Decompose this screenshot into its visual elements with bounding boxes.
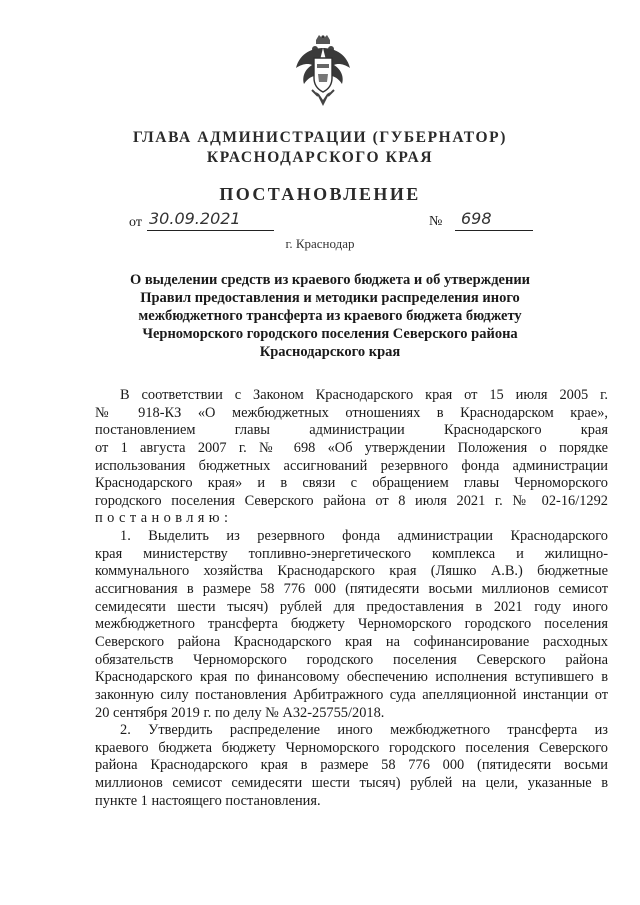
body-line: края министерству топливно-энергетического комплекса и жилищно- xyxy=(95,545,608,562)
body-line: № 918-КЗ «О межбюджетных отношениях в Краснодарском крае», xyxy=(95,404,608,421)
body-line: использования бюджетных ассигнований резервного фонда администрации xyxy=(95,457,608,474)
authority-title: ГЛАВА АДМИНИСТРАЦИИ (ГУБЕРНАТОР) xyxy=(133,129,507,146)
coat-of-arms-icon xyxy=(294,34,352,110)
body-line: района Краснодарского края в размере 58 776 000 (пятидесяти восьми xyxy=(95,757,608,774)
body-line: миллионов семисот семидесяти шести тысяч) рублей на цели, указанные в xyxy=(95,775,608,792)
body-line: 20 сентября 2019 г. по делу № А32-25755/2018. xyxy=(95,704,385,721)
body-line: семидесяти шести тысяч) рублей для предоставления в 2021 году иного xyxy=(95,598,608,615)
title-line: Краснодарского края xyxy=(259,344,401,360)
body-line: пункте 1 настоящего постановления. xyxy=(95,792,321,809)
body-line-decree: постановляю: xyxy=(95,510,233,527)
title-line: Черноморского городского поселения Северского района xyxy=(142,326,518,342)
body-line: 1. Выделить из резервного фонда администрации Краснодарского xyxy=(120,528,608,545)
body-line: 2. Утвердить распределение иного межбюджетного трансферта из xyxy=(120,722,608,739)
number-label: № xyxy=(429,214,443,229)
body-line: постановлением главы администрации Краснодарского края xyxy=(95,422,608,439)
body-line: В соответствии с Законом Краснодарского края от 15 июля 2005 г. xyxy=(120,387,608,403)
title-line: Правил предоставления и методики распределения иного xyxy=(140,290,520,306)
body-line: межбюджетного трансферта бюджету Черноморского городского поселения xyxy=(95,616,608,633)
body-line: Краснодарского края по финансовому обеспечению исполнения вступившего в xyxy=(95,669,608,686)
document-type: ПОСТАНОВЛЕНИЕ xyxy=(219,184,421,204)
body-line: коммунального хозяйства Краснодарского края (Ляшко А.В.) бюджетные xyxy=(95,563,608,580)
body-line: городского поселения Северского района от 8 июля 2021 г. № 02-16/1292 xyxy=(95,492,608,509)
body-line: от 1 августа 2007 г. № 698 «Об утверждении Положения о порядке xyxy=(95,439,608,456)
title-line: О выделении средств из краевого бюджета и об утверждении xyxy=(129,272,531,288)
body-line: Краснодарского края» и в связи с обращением главы Черноморского xyxy=(95,475,608,492)
document-body xyxy=(95,387,608,810)
number-value: 698 xyxy=(455,208,533,231)
city: г. Краснодар xyxy=(285,236,355,251)
body-line: краевого бюджета бюджету Черноморского городского поселения Северского xyxy=(95,739,608,756)
document-title xyxy=(120,271,540,361)
body-line: обязательств Черноморского городского поселения Северского района xyxy=(95,651,608,668)
authority-region: КРАСНОДАРСКОГО КРАЯ xyxy=(206,149,434,166)
body-line: Северского района Краснодарского края на софинансирование расходных xyxy=(95,633,608,650)
date-label: от xyxy=(129,215,142,230)
date-value: 30.09.2021 xyxy=(147,208,274,231)
title-line: межбюджетного трансферта из краевого бюджета бюджету xyxy=(138,308,522,324)
body-line: ассигнования в размере 58 776 000 (пятидесяти восьми миллионов семисот xyxy=(95,581,608,598)
body-line: законную силу постановления Арбитражного суда апелляционной инстанции от xyxy=(95,686,608,703)
